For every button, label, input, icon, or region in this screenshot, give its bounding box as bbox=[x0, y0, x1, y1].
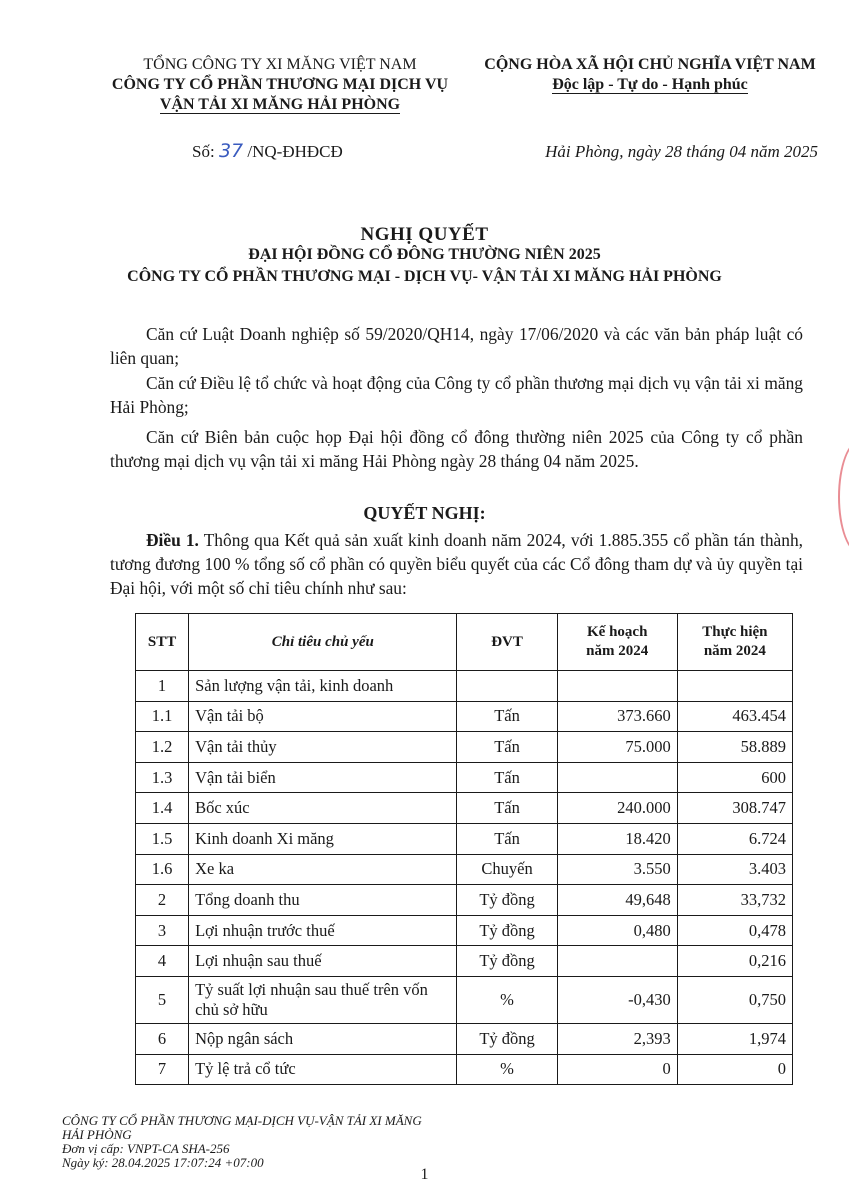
row-stt: 1.6 bbox=[136, 854, 189, 885]
table-header-row bbox=[136, 614, 793, 671]
table-row bbox=[136, 885, 793, 916]
row-plan bbox=[557, 671, 677, 702]
row-actual: 1,974 bbox=[677, 1023, 792, 1054]
row-plan: 3.550 bbox=[557, 854, 677, 885]
legal-basis-2-text: Căn cứ Điều lệ tổ chức và hoạt động của Công ty cổ phần thương mại dịch vụ vận tải xi măng Hải Phòng; bbox=[110, 373, 803, 417]
row-indicator: Nộp ngân sách bbox=[189, 1023, 457, 1054]
red-seal-stamp bbox=[838, 440, 849, 554]
row-stt: 1.3 bbox=[136, 762, 189, 793]
row-unit: Tỷ đồng bbox=[457, 1023, 557, 1054]
row-actual: 0,478 bbox=[677, 915, 792, 946]
row-stt: 5 bbox=[136, 976, 189, 1023]
row-actual: 0,216 bbox=[677, 946, 792, 977]
header-actual-line1: Thực hiện bbox=[702, 624, 768, 640]
cert-issuer: Đơn vị cấp: VNPT-CA SHA-256 bbox=[62, 1141, 230, 1156]
national-motto-block bbox=[470, 55, 830, 95]
row-stt: 1.5 bbox=[136, 823, 189, 854]
doc-no-prefix: Số: bbox=[192, 142, 215, 161]
row-plan: 0,480 bbox=[557, 915, 677, 946]
row-stt: 2 bbox=[136, 885, 189, 916]
document-subtitle: ĐẠI HỘI ĐỒNG CỔ ĐÔNG THƯỜNG NIÊN 2025 bbox=[248, 246, 601, 263]
document-number bbox=[192, 140, 343, 162]
row-indicator: Tổng doanh thu bbox=[189, 885, 457, 916]
row-indicator: Bốc xúc bbox=[189, 793, 457, 824]
table-row bbox=[136, 854, 793, 885]
header-unit: ĐVT bbox=[457, 614, 557, 671]
row-actual: 600 bbox=[677, 762, 792, 793]
signer-line2: HẢI PHÒNG bbox=[62, 1127, 132, 1142]
legal-basis-3 bbox=[110, 425, 803, 473]
page-number: 1 bbox=[420, 1166, 429, 1183]
header-plan-line2: năm 2024 bbox=[586, 643, 649, 659]
article-1 bbox=[110, 528, 803, 600]
article-1-text: Thông qua Kết quả sản xuất kinh doanh năm 2024, với 1.885.355 cổ phần tán thành, tương đương 100 % tổng số cổ phần có quyền biểu quyết của các Cổ đông tham dự và ủy quyền tại Đại hội, với một số chỉ tiêu chính như sau: bbox=[110, 530, 803, 598]
table-row bbox=[136, 823, 793, 854]
row-stt: 1.1 bbox=[136, 701, 189, 732]
table-row bbox=[136, 671, 793, 702]
row-unit: Chuyến bbox=[457, 854, 557, 885]
row-plan: 0 bbox=[557, 1054, 677, 1085]
header-plan bbox=[557, 614, 677, 671]
row-actual bbox=[677, 671, 792, 702]
table-row bbox=[136, 976, 793, 1023]
row-actual: 58.889 bbox=[677, 732, 792, 763]
legal-basis-1 bbox=[110, 322, 803, 370]
document-title: NGHỊ QUYẾT bbox=[360, 224, 489, 245]
national-title: CỘNG HÒA XÃ HỘI CHỦ NGHĨA VIỆT NAM bbox=[484, 56, 816, 73]
results-table bbox=[135, 613, 793, 1085]
row-actual: 308.747 bbox=[677, 793, 792, 824]
national-motto: Độc lập - Tự do - Hạnh phúc bbox=[552, 76, 748, 93]
article-1-label: Điều 1. bbox=[146, 530, 199, 550]
row-plan: 240.000 bbox=[557, 793, 677, 824]
row-unit: Tấn bbox=[457, 701, 557, 732]
company-name-line1: CÔNG TY CỔ PHẦN THƯƠNG MẠI DỊCH VỤ bbox=[111, 76, 449, 93]
row-actual: 0 bbox=[677, 1054, 792, 1085]
row-unit: Tấn bbox=[457, 762, 557, 793]
company-name-line2: VẬN TẢI XI MĂNG HẢI PHÒNG bbox=[159, 96, 401, 113]
legal-basis-2 bbox=[110, 371, 803, 419]
place-date: Hải Phòng, ngày 28 tháng 04 năm 2025 bbox=[545, 142, 818, 161]
header-actual-line2: năm 2024 bbox=[703, 643, 766, 659]
table-row bbox=[136, 915, 793, 946]
table-row bbox=[136, 762, 793, 793]
legal-basis-3-text: Căn cứ Biên bản cuộc họp Đại hội đồng cổ đông thường niên 2025 của Công ty cổ phần thương mại dịch vụ vận tải xi măng Hải Phòng ngày 28 tháng 04 năm 2025. bbox=[110, 427, 803, 471]
row-stt: 1.2 bbox=[136, 732, 189, 763]
row-indicator: Tỷ suất lợi nhuận sau thuế trên vốn chủ sở hữu bbox=[189, 976, 457, 1023]
row-indicator: Lợi nhuận trước thuế bbox=[189, 915, 457, 946]
table-row bbox=[136, 701, 793, 732]
row-indicator: Kinh doanh Xi măng bbox=[189, 823, 457, 854]
row-unit: Tấn bbox=[457, 793, 557, 824]
header-stt: STT bbox=[136, 614, 189, 671]
row-stt: 3 bbox=[136, 915, 189, 946]
row-stt: 4 bbox=[136, 946, 189, 977]
row-plan bbox=[557, 762, 677, 793]
row-plan: 49,648 bbox=[557, 885, 677, 916]
row-unit: Tỷ đồng bbox=[457, 946, 557, 977]
row-actual: 3.403 bbox=[677, 854, 792, 885]
row-unit: % bbox=[457, 1054, 557, 1085]
digital-signature-info bbox=[62, 1114, 422, 1170]
sign-date: Ngày ký: 28.04.2025 17:07:24 +07:00 bbox=[62, 1155, 264, 1170]
row-unit: % bbox=[457, 976, 557, 1023]
row-actual: 6.724 bbox=[677, 823, 792, 854]
row-stt: 7 bbox=[136, 1054, 189, 1085]
row-unit: Tấn bbox=[457, 823, 557, 854]
table-row bbox=[136, 946, 793, 977]
row-plan: 18.420 bbox=[557, 823, 677, 854]
row-unit: Tỷ đồng bbox=[457, 885, 557, 916]
issuer-block bbox=[70, 55, 490, 115]
row-indicator: Sản lượng vận tải, kinh doanh bbox=[189, 671, 457, 702]
row-indicator: Tỷ lệ trả cổ tức bbox=[189, 1054, 457, 1085]
header-indicator: Chỉ tiêu chủ yếu bbox=[189, 614, 457, 671]
row-actual: 33,732 bbox=[677, 885, 792, 916]
document-company: CÔNG TY CỔ PHẦN THƯƠNG MẠI - DỊCH VỤ- VẬN TẢI XI MĂNG HẢI PHÒNG bbox=[127, 268, 722, 285]
parent-org: TỔNG CÔNG TY XI MĂNG VIỆT NAM bbox=[143, 56, 417, 73]
row-indicator: Lợi nhuận sau thuế bbox=[189, 946, 457, 977]
row-plan: 2,393 bbox=[557, 1023, 677, 1054]
row-actual: 463.454 bbox=[677, 701, 792, 732]
table-row bbox=[136, 793, 793, 824]
row-plan: -0,430 bbox=[557, 976, 677, 1023]
doc-no-suffix: /NQ-ĐHĐCĐ bbox=[247, 142, 343, 161]
doc-no-handwritten: 37 bbox=[218, 140, 244, 162]
row-plan: 75.000 bbox=[557, 732, 677, 763]
row-unit: Tấn bbox=[457, 732, 557, 763]
legal-basis-1-text: Căn cứ Luật Doanh nghiệp số 59/2020/QH14, ngày 17/06/2020 và các văn bản pháp luật có liên quan; bbox=[110, 324, 803, 368]
row-unit bbox=[457, 671, 557, 702]
row-unit: Tỷ đồng bbox=[457, 915, 557, 946]
table-row bbox=[136, 1054, 793, 1085]
signer-line1: CÔNG TY CỔ PHẦN THƯƠNG MẠI-DỊCH VỤ-VẬN TẢI XI MĂNG bbox=[62, 1113, 422, 1128]
table-row bbox=[136, 1023, 793, 1054]
row-stt: 1.4 bbox=[136, 793, 189, 824]
row-plan: 373.660 bbox=[557, 701, 677, 732]
header-actual bbox=[677, 614, 792, 671]
row-indicator: Vận tải bộ bbox=[189, 701, 457, 732]
row-indicator: Vận tải thủy bbox=[189, 732, 457, 763]
row-plan bbox=[557, 946, 677, 977]
row-indicator: Xe ka bbox=[189, 854, 457, 885]
row-indicator: Vận tải biển bbox=[189, 762, 457, 793]
row-stt: 6 bbox=[136, 1023, 189, 1054]
header-plan-line1: Kế hoạch bbox=[587, 624, 648, 640]
row-stt: 1 bbox=[136, 671, 189, 702]
resolution-heading: QUYẾT NGHỊ: bbox=[363, 503, 486, 523]
table-row bbox=[136, 732, 793, 763]
row-actual: 0,750 bbox=[677, 976, 792, 1023]
